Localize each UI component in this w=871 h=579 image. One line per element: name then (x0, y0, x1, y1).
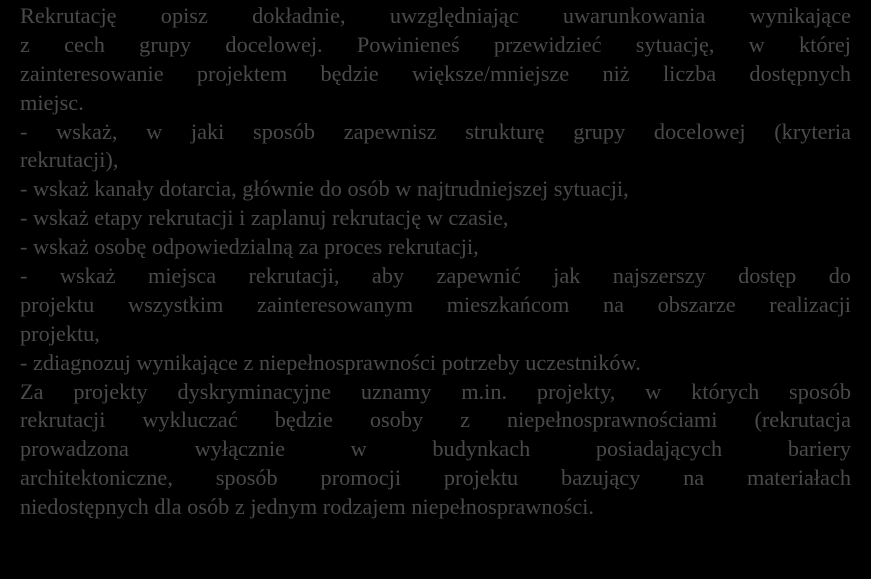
text-line: - wskaż kanały dotarcia, głównie do osób w najtrudniejszej sytuacji, (20, 176, 629, 202)
text-line: zainteresowanie projektem będzie większe/mniejsze niż liczba dostępnych (20, 60, 851, 86)
text-line: prowadzona wyłącznie w budynkach posiadających bariery (20, 436, 851, 462)
text-line: - wskaż miejsca rekrutacji, aby zapewnić jak najszerszy dostęp do (20, 263, 851, 289)
text-line: miejsc. (20, 89, 84, 115)
text-line: - zdiagnozuj wynikające z niepełnosprawności potrzeby uczestników. (20, 349, 641, 375)
text-line: projektu wszystkim zainteresowanym mieszkańcom na obszarze realizacji (20, 291, 851, 317)
text-line: Za projekty dyskryminacyjne uznamy m.in. projekty, w których sposób (20, 378, 851, 404)
text-line: niedostępnych dla osób z jednym rodzajem niepełnosprawności. (20, 494, 594, 520)
text-line: rekrutacji), (20, 147, 119, 173)
text-line: - wskaż osobę odpowiedzialną za proces rekrutacji, (20, 234, 479, 260)
text-line: architektoniczne, sposób promocji projektu bazujący na materiałach (20, 465, 851, 491)
text-line: - wskaż, w jaki sposób zapewnisz strukturę grupy docelowej (kryteria (20, 118, 851, 144)
text-line: Rekrutację opisz dokładnie, uwzględniając uwarunkowania wynikające (20, 3, 851, 28)
text-line: projektu, (20, 320, 100, 346)
document-text (20, 2, 851, 522)
text-line: rekrutacji wykluczać będzie osoby z niepełnosprawnościami (rekrutacja (20, 407, 851, 433)
text-line: - wskaż etapy rekrutacji i zaplanuj rekrutację w czasie, (20, 205, 509, 231)
text-line: z cech grupy docelowej. Powinieneś przewidzieć sytuację, w której (20, 31, 851, 57)
